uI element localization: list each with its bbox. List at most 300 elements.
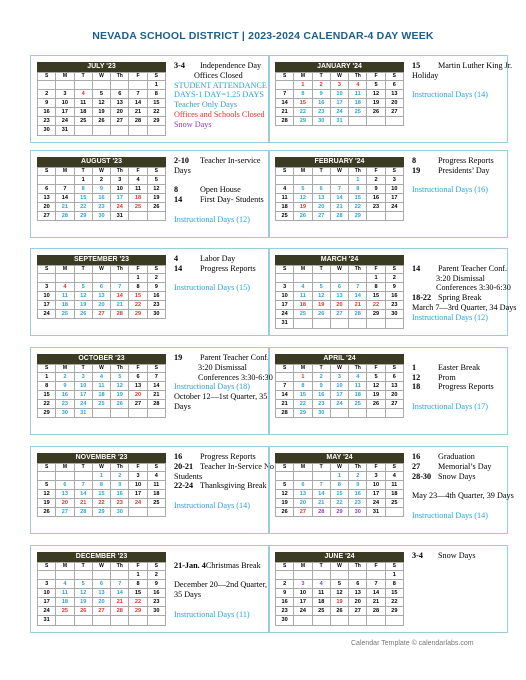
weekday-header: W [92, 563, 110, 571]
empty-cell [92, 571, 110, 580]
day-cell: 17 [276, 301, 294, 310]
weekday-header: M [294, 365, 312, 373]
day-cell: 9 [92, 185, 110, 194]
day-cell: 22 [349, 203, 367, 212]
day-cell: 20 [129, 391, 147, 400]
empty-cell [312, 571, 330, 580]
footer-credit: Calendar Template © calendarlabs.com [351, 640, 474, 647]
weekday-header: T [74, 464, 92, 472]
day-cell: 8 [330, 481, 348, 490]
empty-cell [294, 571, 312, 580]
day-cell: 31 [276, 319, 294, 328]
day-cell: 26 [92, 117, 110, 126]
event-text: Teacher Only Days [174, 100, 238, 110]
day-cell: 15 [349, 194, 367, 203]
day-cell: 15 [294, 391, 312, 400]
weekday-header: W [330, 266, 348, 274]
weekday-header: M [294, 266, 312, 274]
day-cell: 20 [92, 598, 110, 607]
day-cell: 10 [38, 589, 56, 598]
day-cell: 22 [129, 301, 147, 310]
day-cell: 5 [74, 580, 92, 589]
empty-cell [38, 472, 56, 481]
day-cell: 2 [92, 176, 110, 185]
event-line [174, 215, 269, 225]
weekday-header: S [147, 168, 165, 176]
day-cell: 8 [38, 382, 56, 391]
event-date: 20-21 [174, 461, 194, 471]
event-date: 3-4 [174, 61, 185, 70]
event-line [412, 392, 507, 402]
month-panel [30, 347, 273, 435]
month-title: APRIL '24 [275, 354, 404, 364]
day-cell: 11 [56, 589, 74, 598]
weekday-header: T [74, 73, 92, 81]
event-line [412, 402, 507, 412]
empty-cell [294, 319, 312, 328]
empty-cell [349, 274, 367, 283]
event-line [174, 382, 269, 392]
event-line [174, 71, 269, 81]
day-cell: 17 [367, 490, 385, 499]
day-cell: 11 [349, 90, 367, 99]
event-line [412, 363, 507, 373]
day-cell: 24 [38, 607, 56, 616]
day-cell: 29 [38, 409, 56, 418]
day-cell: 8 [294, 90, 312, 99]
month-title: JUNE '24 [275, 552, 404, 562]
empty-cell [276, 81, 294, 90]
day-cell: 13 [330, 292, 348, 301]
weekday-header: S [147, 365, 165, 373]
day-cell: 20 [294, 499, 312, 508]
empty-cell [367, 319, 385, 328]
day-cell: 3 [330, 81, 348, 90]
weekday-header: F [129, 266, 147, 274]
event-line [174, 90, 269, 100]
event-text: Labor Day [200, 254, 236, 263]
event-line [174, 156, 269, 166]
day-cell: 13 [92, 292, 110, 301]
event-text: Teacher In-service [200, 156, 261, 165]
event-line [412, 501, 507, 511]
weekday-header: F [367, 365, 385, 373]
day-cell: 18 [385, 490, 403, 499]
day-cell: 16 [147, 589, 165, 598]
weekday-header: Th [349, 563, 367, 571]
event-date: 14 [174, 263, 183, 273]
day-cell: 29 [367, 310, 385, 319]
day-cell: 15 [147, 99, 165, 108]
month-panel [30, 55, 270, 143]
event-text: Snow Days [438, 551, 476, 560]
event-line [174, 392, 269, 402]
day-cell: 27 [111, 117, 129, 126]
day-cell: 20 [38, 203, 56, 212]
month-calendar [37, 157, 166, 221]
day-cell: 18 [349, 99, 367, 108]
day-cell: 13 [111, 99, 129, 108]
weekday-header: W [92, 73, 110, 81]
weekday-header: Th [349, 464, 367, 472]
day-cell: 5 [74, 283, 92, 292]
day-cell: 25 [385, 499, 403, 508]
event-date: 14 [412, 263, 421, 273]
weekday-header: T [74, 563, 92, 571]
day-cell: 16 [367, 194, 385, 203]
day-cell: 13 [385, 382, 403, 391]
day-cell: 6 [38, 185, 56, 194]
day-cell: 14 [111, 292, 129, 301]
empty-cell [74, 472, 92, 481]
day-cell: 26 [74, 310, 92, 319]
day-cell: 25 [294, 310, 312, 319]
event-text: Instructional Days (14) [174, 500, 250, 510]
weekday-header: Th [111, 168, 129, 176]
weekday-header: M [56, 563, 74, 571]
empty-cell [385, 212, 403, 221]
day-cell: 11 [312, 589, 330, 598]
day-cell: 8 [294, 382, 312, 391]
day-cell: 19 [74, 301, 92, 310]
weekday-header: T [312, 563, 330, 571]
day-cell: 26 [38, 508, 56, 517]
empty-cell [56, 472, 74, 481]
day-cell: 17 [294, 598, 312, 607]
day-cell: 28 [56, 212, 74, 221]
day-cell: 3 [111, 176, 129, 185]
weekday-header: M [56, 73, 74, 81]
event-text: Open House [200, 185, 241, 195]
day-cell: 30 [92, 212, 110, 221]
day-cell: 31 [111, 212, 129, 221]
event-line [412, 71, 507, 81]
month-grid [275, 562, 404, 626]
weekday-header: S [276, 73, 294, 81]
empty-cell [276, 373, 294, 382]
day-cell: 9 [147, 283, 165, 292]
day-cell: 11 [129, 185, 147, 194]
day-cell: 25 [276, 212, 294, 221]
empty-cell [294, 274, 312, 283]
month-panel [268, 55, 513, 143]
day-cell: 27 [56, 508, 74, 517]
weekday-header: S [147, 266, 165, 274]
day-cell: 24 [276, 310, 294, 319]
month-title: OCTOBER '23 [37, 354, 166, 364]
empty-cell [276, 571, 294, 580]
day-cell: 6 [129, 373, 147, 382]
day-cell: 22 [294, 400, 312, 409]
empty-cell [147, 616, 165, 625]
day-cell: 27 [349, 607, 367, 616]
month-panel [268, 248, 517, 336]
day-cell: 16 [276, 598, 294, 607]
day-cell: 17 [129, 490, 147, 499]
event-text: Instructional Days (12) [174, 214, 250, 224]
day-cell: 23 [385, 301, 403, 310]
month-calendar [275, 255, 404, 329]
day-cell: 26 [294, 212, 312, 221]
event-line [412, 90, 507, 100]
day-cell: 14 [330, 194, 348, 203]
day-cell: 6 [349, 580, 367, 589]
day-cell: 11 [385, 481, 403, 490]
empty-cell [294, 472, 312, 481]
weekday-header: T [312, 464, 330, 472]
empty-cell [276, 176, 294, 185]
day-cell: 8 [367, 283, 385, 292]
day-cell: 4 [276, 185, 294, 194]
day-cell: 29 [92, 508, 110, 517]
day-cell: 21 [147, 391, 165, 400]
day-cell: 27 [38, 212, 56, 221]
weekday-header: S [147, 563, 165, 571]
day-cell: 16 [312, 99, 330, 108]
month-grid [275, 364, 404, 418]
weekday-header: W [330, 563, 348, 571]
event-date: 15 [412, 61, 421, 70]
weekday-header: S [147, 73, 165, 81]
event-line [174, 283, 269, 293]
day-cell: 30 [147, 607, 165, 616]
month-calendar [37, 552, 166, 626]
weekday-header: S [385, 563, 403, 571]
event-text: Instructional Days (14) [412, 510, 488, 520]
month-events [174, 452, 274, 511]
event-line [412, 373, 507, 383]
day-cell: 17 [330, 391, 348, 400]
month-events [412, 61, 513, 100]
day-cell: 2 [367, 176, 385, 185]
empty-cell [330, 409, 348, 418]
day-cell: 3 [74, 373, 92, 382]
weekday-header: T [312, 365, 330, 373]
month-calendar [37, 453, 166, 517]
weekday-header: W [92, 365, 110, 373]
day-cell: 19 [74, 598, 92, 607]
day-cell: 10 [276, 292, 294, 301]
event-line [174, 590, 269, 600]
day-cell: 9 [111, 481, 129, 490]
event-text: Conferences 3:30-6:30 [198, 372, 273, 382]
event-line [174, 274, 269, 284]
day-cell: 18 [294, 301, 312, 310]
day-cell: 10 [129, 481, 147, 490]
weekday-header: F [367, 563, 385, 571]
event-line [174, 61, 269, 71]
event-line [174, 372, 273, 383]
month-title: SEPTEMBER '23 [37, 255, 166, 265]
day-cell: 5 [147, 176, 165, 185]
day-cell: 19 [330, 598, 348, 607]
day-cell: 15 [330, 490, 348, 499]
weekday-header: T [74, 365, 92, 373]
day-cell: 27 [312, 212, 330, 221]
event-line [412, 302, 517, 313]
weekday-header: T [312, 168, 330, 176]
day-cell: 12 [92, 99, 110, 108]
day-cell: 6 [385, 81, 403, 90]
day-cell: 21 [111, 301, 129, 310]
weekday-header: Th [111, 464, 129, 472]
empty-cell [74, 274, 92, 283]
weekday-header: F [367, 266, 385, 274]
month-events [174, 551, 269, 620]
day-cell: 2 [147, 571, 165, 580]
day-cell: 24 [385, 203, 403, 212]
day-cell: 28 [74, 508, 92, 517]
day-cell: 29 [147, 117, 165, 126]
empty-cell [349, 409, 367, 418]
empty-cell [111, 616, 129, 625]
day-cell: 1 [367, 274, 385, 283]
day-cell: 22 [385, 598, 403, 607]
event-line [174, 491, 269, 501]
month-grid [275, 463, 404, 517]
day-cell: 24 [56, 117, 74, 126]
day-cell: 9 [385, 283, 403, 292]
empty-cell [294, 616, 312, 625]
day-cell: 5 [312, 283, 330, 292]
month-title: DECEMBER '23 [37, 552, 166, 562]
weekday-header: S [276, 365, 294, 373]
day-cell: 29 [385, 607, 403, 616]
day-cell: 13 [129, 382, 147, 391]
day-cell: 4 [56, 580, 74, 589]
day-cell: 18 [349, 391, 367, 400]
day-cell: 1 [38, 373, 56, 382]
day-cell: 4 [385, 472, 403, 481]
day-cell: 25 [129, 203, 147, 212]
weekday-header: Th [111, 563, 129, 571]
event-line [174, 580, 269, 590]
day-cell: 7 [276, 382, 294, 391]
event-line [174, 481, 269, 491]
weekday-header: S [385, 168, 403, 176]
month-grid [37, 167, 166, 221]
day-cell: 21 [56, 203, 74, 212]
event-line [174, 501, 269, 511]
day-cell: 15 [74, 194, 92, 203]
empty-cell [74, 81, 92, 90]
weekday-header: F [367, 464, 385, 472]
event-text: Instructional Days (17) [412, 401, 488, 411]
event-line [412, 61, 513, 71]
weekday-header: M [294, 168, 312, 176]
empty-cell [349, 117, 367, 126]
day-cell: 17 [74, 391, 92, 400]
day-cell: 9 [367, 185, 385, 194]
day-cell: 30 [56, 409, 74, 418]
day-cell: 30 [276, 616, 294, 625]
day-cell: 5 [111, 373, 129, 382]
empty-cell [312, 176, 330, 185]
event-date: 16 [412, 452, 421, 461]
empty-cell [147, 508, 165, 517]
day-cell: 2 [276, 580, 294, 589]
day-cell: 11 [56, 292, 74, 301]
day-cell: 21 [349, 301, 367, 310]
day-cell: 5 [330, 580, 348, 589]
day-cell: 7 [367, 580, 385, 589]
weekday-header: Th [349, 266, 367, 274]
event-text: Progress Reports [200, 263, 256, 273]
day-cell: 7 [111, 580, 129, 589]
month-calendar [37, 62, 166, 136]
event-text: Progress Reports [200, 452, 256, 461]
month-events [174, 254, 269, 293]
day-cell: 17 [38, 598, 56, 607]
day-cell: 28 [330, 212, 348, 221]
month-grid [275, 167, 404, 221]
day-cell: 20 [349, 598, 367, 607]
month-calendar [37, 255, 166, 319]
event-line [174, 264, 269, 274]
month-calendar [275, 354, 404, 418]
event-line [174, 561, 269, 571]
day-cell: 23 [367, 203, 385, 212]
day-cell: 21 [129, 108, 147, 117]
event-line [174, 363, 269, 373]
day-cell: 8 [92, 481, 110, 490]
event-text: Instructional Days (18) [174, 382, 250, 392]
empty-cell [312, 472, 330, 481]
month-calendar [275, 552, 404, 626]
event-text: Instructional Days (15) [174, 283, 250, 293]
empty-cell [330, 571, 348, 580]
event-text: Graduation [438, 452, 475, 461]
day-cell: 14 [367, 589, 385, 598]
event-date: 8 [174, 185, 179, 195]
day-cell: 3 [294, 580, 312, 589]
day-cell: 12 [367, 382, 385, 391]
event-text: 35 Days [174, 590, 202, 600]
day-cell: 3 [129, 472, 147, 481]
empty-cell [385, 616, 403, 625]
day-cell: 29 [330, 508, 348, 517]
event-text: Thanksgiving Break [200, 481, 267, 491]
day-cell: 18 [56, 301, 74, 310]
empty-cell [56, 274, 74, 283]
empty-cell [367, 616, 385, 625]
day-cell: 19 [38, 499, 56, 508]
empty-cell [147, 126, 165, 135]
day-cell: 30 [385, 310, 403, 319]
day-cell: 28 [349, 310, 367, 319]
month-title: JANUARY '24 [275, 62, 404, 72]
day-cell: 13 [349, 589, 367, 598]
day-cell: 3 [367, 472, 385, 481]
weekday-header: W [92, 266, 110, 274]
day-cell: 14 [147, 382, 165, 391]
empty-cell [92, 126, 110, 135]
event-line [412, 264, 507, 274]
weekday-header: Th [349, 365, 367, 373]
day-cell: 24 [367, 499, 385, 508]
day-cell: 2 [349, 472, 367, 481]
day-cell: 30 [349, 508, 367, 517]
month-panel [30, 446, 274, 534]
day-cell: 5 [367, 81, 385, 90]
event-line [174, 176, 269, 186]
day-cell: 19 [367, 99, 385, 108]
month-events [412, 551, 507, 561]
day-cell: 1 [330, 472, 348, 481]
event-text: DAYS-1 DAY=1.25 DAYS [174, 90, 264, 100]
day-cell: 13 [38, 194, 56, 203]
day-cell: 16 [111, 490, 129, 499]
